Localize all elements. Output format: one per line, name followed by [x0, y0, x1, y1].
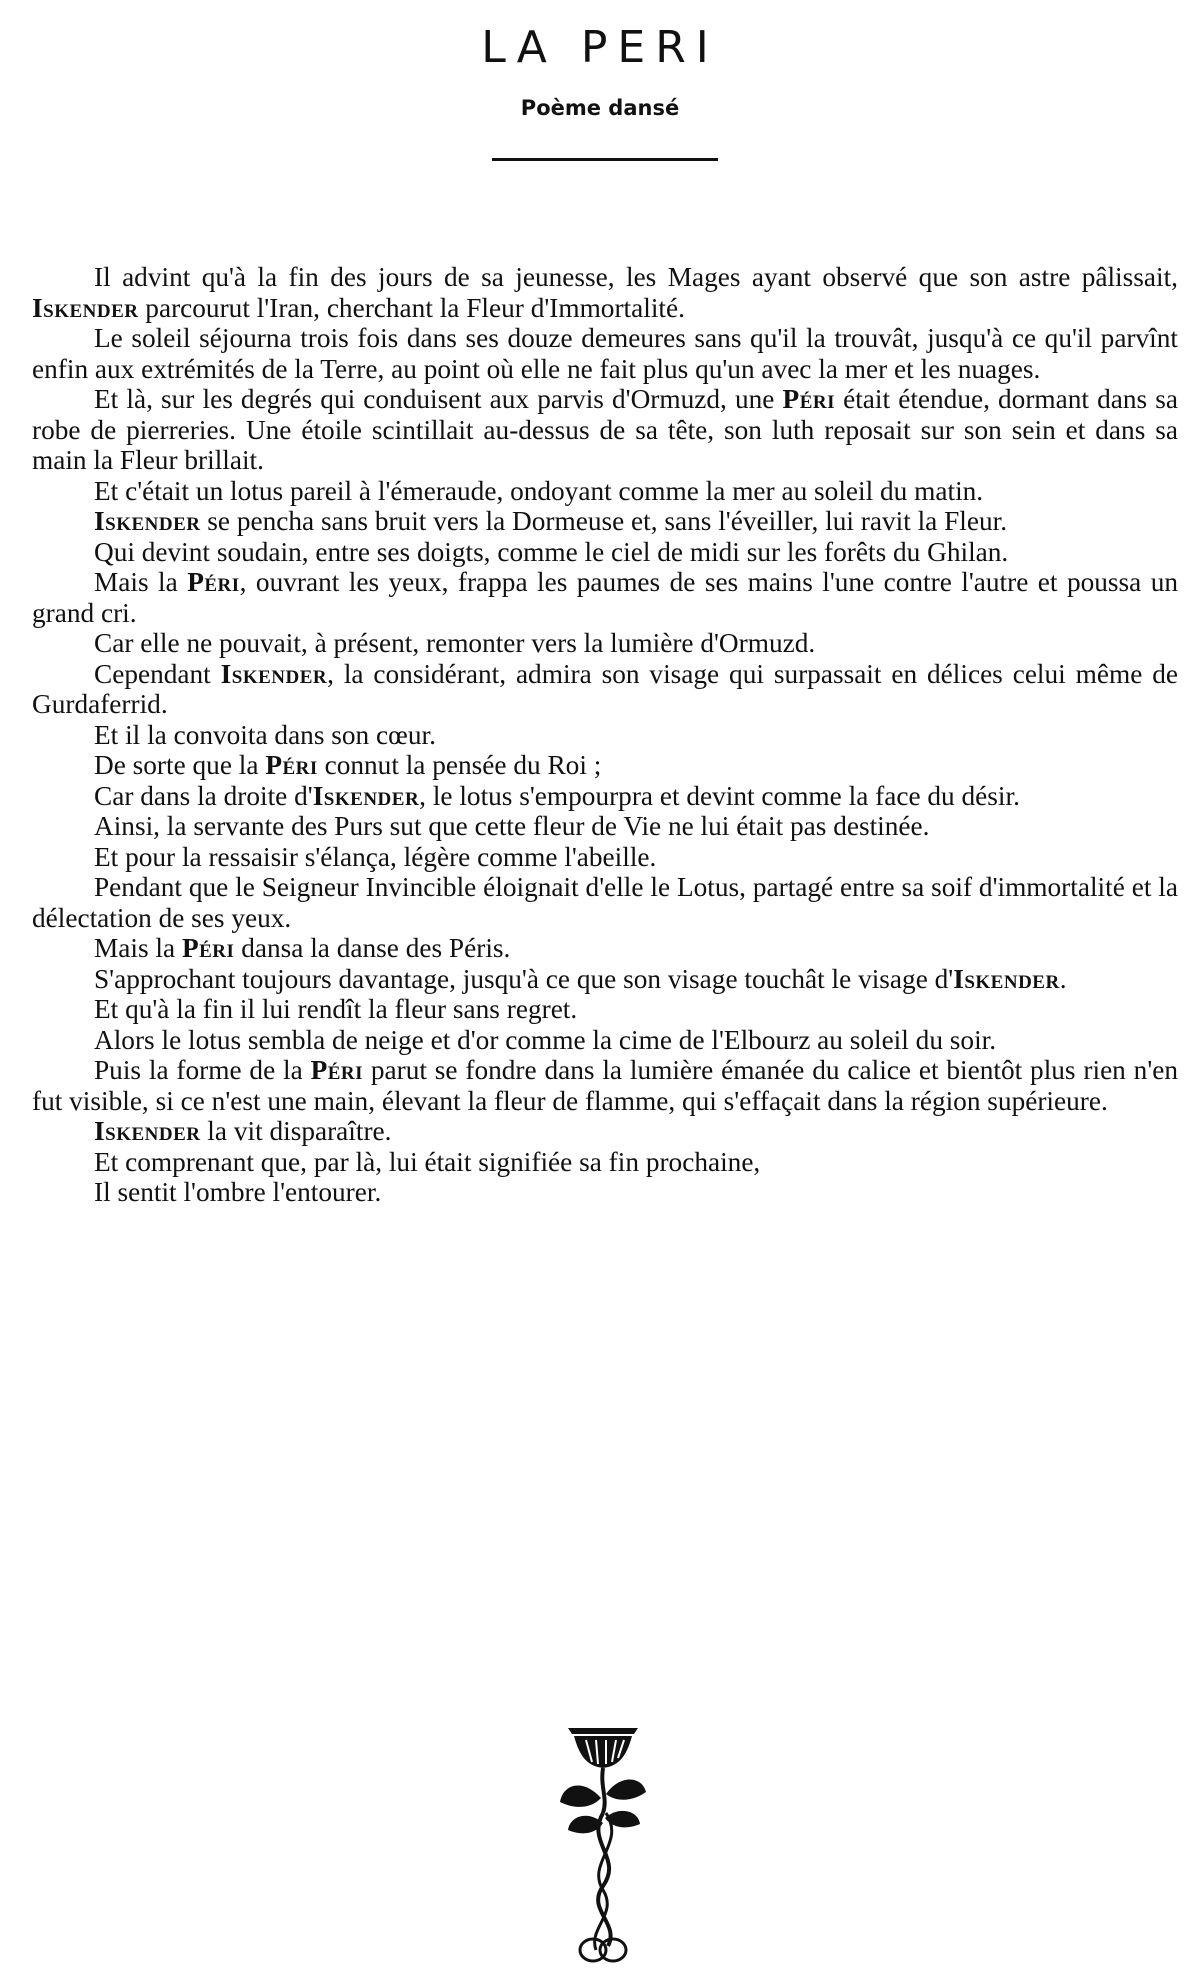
- paragraph: [32, 720, 1178, 751]
- paragraph: [32, 1147, 1178, 1178]
- paragraph-text: était étendue, dormant dans sa robe de pierreries. Une étoile scintillait au-dessus de sa tête, son luth reposait sur son sein et dans sa main la Fleur brillait.: [32, 384, 1178, 475]
- paragraph-text: se pencha sans bruit vers la Dormeuse et, sans l'éveiller, lui ravit la Fleur.: [200, 506, 1008, 536]
- page-subtitle: Poème dansé: [520, 96, 680, 120]
- paragraph: [32, 537, 1178, 568]
- character-name: Péri: [782, 384, 835, 414]
- character-name: Péri: [265, 750, 318, 780]
- paragraph-text: Mais la: [94, 933, 182, 963]
- paragraph-text: Mais la: [94, 567, 188, 597]
- paragraph-text: Et là, sur les degrés qui conduisent aux parvis d'Ormuzd, une: [94, 384, 783, 414]
- paragraph-text: parut se fondre dans la lumière émanée du calice et bientôt plus rien n'en fut visible, si ce n'est une main, élevant la fleur de flamme, qui s'effaçait dans la région supérieure.: [32, 1055, 1178, 1116]
- paragraph-text: Car elle ne pouvait, à présent, remonter vers la lumière d'Ormuzd.: [94, 628, 816, 658]
- title-divider: [492, 158, 718, 161]
- character-name: Iskender: [94, 506, 201, 536]
- paragraph-text: Le soleil séjourna trois fois dans ses douze demeures sans qu'il la trouvât, jusqu'à ce qu'il parvînt enfin aux extrémités de la Terre, au point où elle ne fait plus qu'un avec la mer et les nuages.: [32, 323, 1178, 384]
- lotus-flower-ornament-icon: [548, 1718, 658, 1968]
- paragraph: [32, 567, 1178, 628]
- paragraph: [32, 781, 1178, 812]
- paragraph-text: connut la pensée du Roi ;: [317, 750, 602, 780]
- paragraph: [32, 476, 1178, 507]
- paragraph: [32, 842, 1178, 873]
- character-name: Péri: [187, 567, 240, 597]
- paragraph: [32, 994, 1178, 1025]
- paragraph: [32, 628, 1178, 659]
- paragraph-text: Cependant: [94, 658, 221, 689]
- paragraph-text: Alors le lotus sembla de neige et d'or comme la cime de l'Elbourz au soleil du soir.: [94, 1024, 997, 1055]
- paragraph-text: Il sentit l'ombre l'entourer.: [94, 1177, 382, 1207]
- character-name: Péri: [310, 1055, 364, 1085]
- character-name: Iskender: [220, 658, 328, 689]
- paragraph: [32, 384, 1178, 476]
- paragraph-text: , le lotus s'empourpra et devint comme la face du désir.: [419, 780, 1020, 811]
- character-name: Iskender: [953, 963, 1060, 994]
- paragraph: [32, 964, 1178, 995]
- paragraph: [32, 872, 1178, 933]
- paragraph-text: Et qu'à la fin il lui rendît la fleur sans regret.: [94, 994, 578, 1024]
- paragraph-text: Ainsi, la servante des Purs sut que cette fleur de Vie ne lui était pas destinée.: [94, 811, 930, 841]
- character-name: Iskender: [94, 1116, 201, 1146]
- paragraph: [32, 1177, 1178, 1208]
- paragraph: [32, 323, 1178, 384]
- paragraph: [32, 1055, 1178, 1116]
- paragraph: [32, 506, 1178, 537]
- paragraph: [32, 659, 1178, 720]
- paragraph-text: , ouvrant les yeux, frappa les paumes de ses mains l'une contre l'autre et poussa un grand cri.: [32, 567, 1178, 628]
- paragraph-text: Et pour la ressaisir s'élança, légère comme l'abeille.: [94, 841, 657, 872]
- character-name: Péri: [181, 933, 235, 963]
- paragraph-text: Et il la convoita dans son cœur.: [94, 719, 436, 750]
- paragraph-text: Pendant que le Seigneur Invincible éloignait d'elle le Lotus, partagé entre sa soif d'immortalité et la délectation de ses yeux.: [32, 872, 1178, 933]
- paragraph-text: la vit disparaître.: [200, 1116, 392, 1146]
- character-name: Iskender: [312, 780, 420, 811]
- paragraph: [32, 1116, 1178, 1147]
- paragraph: [32, 262, 1178, 323]
- paragraph-text: Qui devint soudain, entre ses doigts, comme le ciel de midi sur les forêts du Ghilan.: [94, 536, 1009, 567]
- paragraph-text: Et comprenant que, par là, lui était signifiée sa fin prochaine,: [94, 1146, 761, 1177]
- page-title: LA PERI: [481, 22, 719, 73]
- character-name: Iskender: [32, 292, 139, 323]
- paragraph-text: dansa la danse des Péris.: [234, 933, 511, 963]
- paragraph-text: S'approchant toujours davantage, jusqu'à ce que son visage touchât le visage d': [94, 963, 954, 994]
- paragraph: [32, 1025, 1178, 1056]
- paragraph-text: Il advint qu'à la fin des jours de sa jeunesse, les Mages ayant observé que son astre pâlissait,: [94, 262, 1178, 292]
- paragraph-text: De sorte que la: [94, 750, 266, 780]
- paragraph-text: parcourut l'Iran, cherchant la Fleur d'Immortalité.: [138, 292, 685, 323]
- paragraph-text: .: [1059, 963, 1067, 994]
- paragraph-text: Et c'était un lotus pareil à l'émeraude, ondoyant comme la mer au soleil du matin.: [94, 475, 984, 506]
- paragraph: [32, 811, 1178, 842]
- paragraph-text: , la considérant, admira son visage qui surpassait en délices celui même de Gurdaferrid.: [32, 658, 1178, 719]
- paragraph: [32, 750, 1178, 781]
- paragraph-text: Puis la forme de la: [94, 1055, 311, 1085]
- paragraph: [32, 933, 1178, 964]
- paragraph-text: Car dans la droite d': [94, 780, 313, 811]
- poem-body: [32, 262, 1178, 1208]
